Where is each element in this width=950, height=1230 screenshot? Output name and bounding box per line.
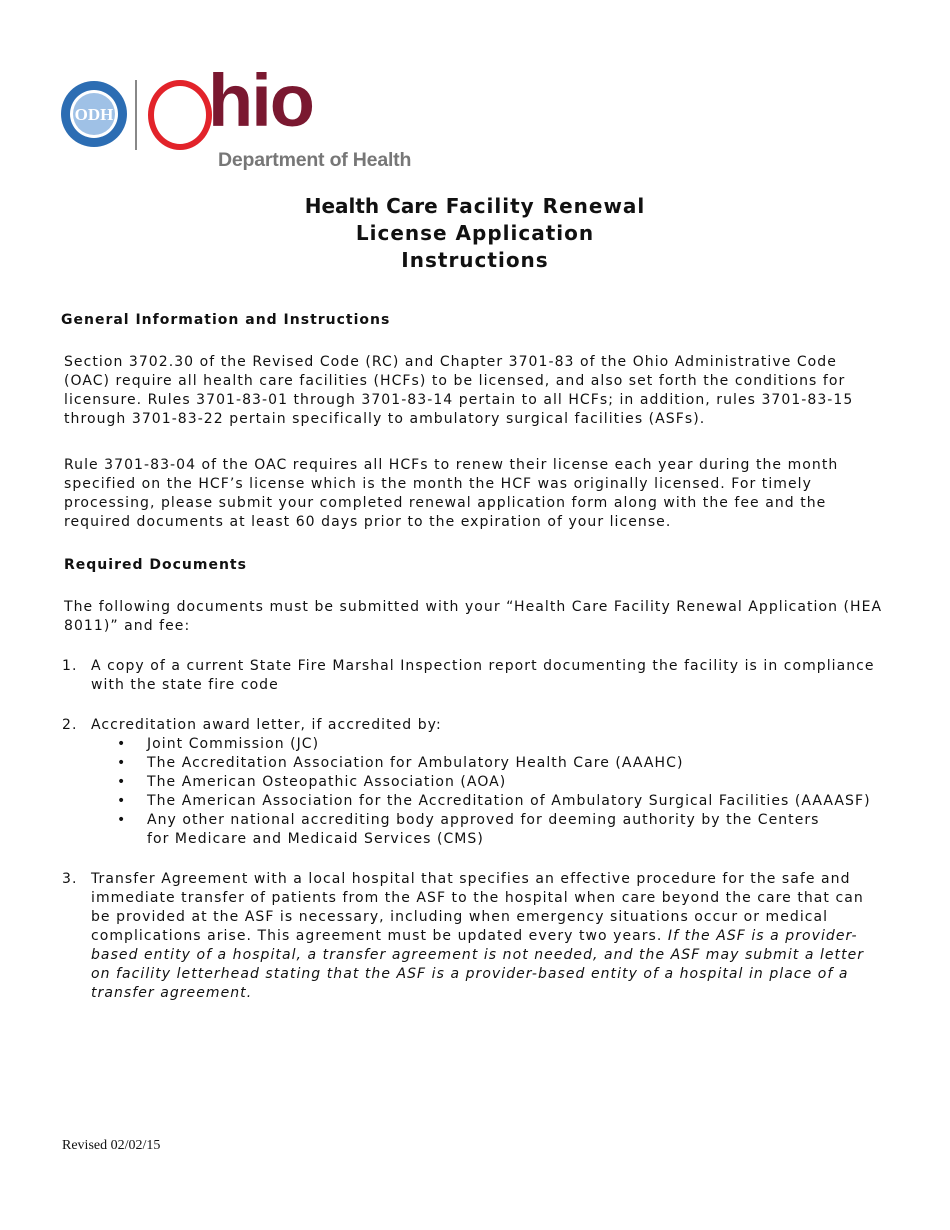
accreditor-item: • The American Association for the Accreditation of Ambulatory Surgical Facilities (AAAASF) — [91, 792, 882, 811]
department-name: Department of Health — [218, 149, 412, 171]
seal-initials: ODH — [74, 105, 114, 124]
accreditor-item: • Any other national accrediting body approved for deeming authority by the Centers for Medicare and Medicaid Services (CMS) — [91, 811, 882, 849]
general-paragraph-1: Section 3702.30 of the Revised Code (RC) and Chapter 3701-83 of the Ohio Administrative Code (OAC) require all health care facilities (HCFs) to be licensed, and also set forth the conditions for licensure. Rules 3701-83-01 through 3701-83-14 pertain to all HCFs; in addition, rules 3701-83-15 through 3701-83-22 pertain specifically to ambulatory surgical facilities (ASFs). — [64, 354, 854, 427]
required-list — [62, 870, 882, 1003]
list-item: 2. Accreditation award letter, if accredited by: • Joint Commission (JC) • The Accreditation Association for Ambulatory Health Care (AAAHC) • The American Osteopathic Association (AOA) • The American Association for the Accreditation of Ambulatory Surgical Facilities (AAAASF) • Any other national accrediting body approved for deeming authority by the Centers for Medicare and Medicaid Services (CMS) — [62, 716, 882, 849]
accreditor-item: • Joint Commission (JC) — [91, 735, 882, 754]
title-line-1: Health Care Facility Renewal — [304, 194, 646, 218]
document-title — [0, 193, 950, 274]
title-line-2: License Application — [355, 221, 595, 245]
list-item: 1. A copy of a current State Fire Marshal Inspection report documenting the facility is in compliance with the state fire code — [62, 658, 875, 693]
general-heading: General Information and Instructions — [61, 312, 391, 328]
required-list — [62, 657, 882, 695]
accreditor-item: • The Accreditation Association for Ambulatory Health Care (AAAHC) — [91, 754, 882, 773]
ohio-wordmark: hio — [208, 59, 313, 142]
provider-based-note: If the ASF is a provider-based entity of a hospital, a transfer agreement is not needed, and the ASF may submit a letter on facility letterhead stating that the ASF is a provider-based entity of a hospital in place of a transfer agreement. — [91, 928, 865, 1001]
accreditor-item: • The American Osteopathic Association (AOA) — [91, 773, 882, 792]
odh-logo — [58, 59, 438, 178]
required-list — [62, 716, 882, 849]
list-item: 3. Transfer Agreement with a local hospital that specifies an effective procedure for the safe and immediate transfer of patients from the ASF to the hospital when care beyond the care that can be provided at the ASF is necessary, including when emergency situations occur or medical complications arise. This agreement must be updated every two years. If the ASF is a provider-based entity of a hospital, a transfer agreement is not needed, and the ASF may submit a letter on facility letterhead stating that the ASF is a provider-based entity of a hospital in place of a transfer agreement. — [62, 871, 865, 1001]
required-heading: Required Documents — [64, 557, 247, 573]
revised-date: Revised 02/02/15 — [62, 1138, 161, 1153]
accreditor-list — [91, 735, 882, 849]
ohio-o-mark — [148, 80, 212, 150]
logo-divider — [135, 80, 137, 150]
required-intro: The following documents must be submitted with your “Health Care Facility Renewal Application (HEA 8011)” and fee: — [64, 599, 883, 634]
odh-seal-icon — [60, 80, 128, 148]
general-paragraph-2: Rule 3701-83-04 of the OAC requires all HCFs to renew their license each year during the month specified on the HCF’s license which is the month the HCF was originally licensed. For timely processing, please submit your completed renewal application form along with the fee and the required documents at least 60 days prior to the expiration of your license. — [64, 457, 839, 530]
title-line-3: Instructions — [401, 248, 549, 272]
